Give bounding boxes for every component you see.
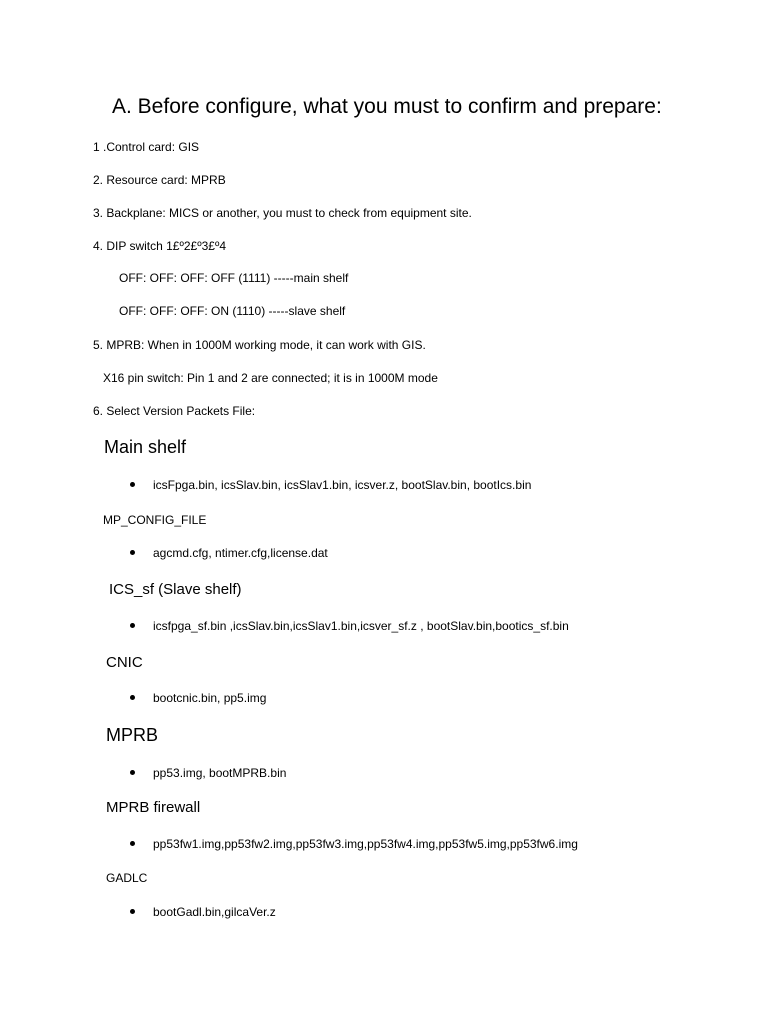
control-card-item: 1 .Control card: GIS — [93, 140, 200, 154]
gadlc-heading: GADLC — [106, 871, 148, 885]
main-shelf-heading: Main shelf — [104, 437, 187, 457]
bullet-icon — [130, 482, 135, 487]
bullet-icon — [130, 841, 135, 846]
dip-switch-item: 4. DIP switch 1£º2£º3£º4 — [93, 239, 227, 253]
mprb-heading: MPRB — [106, 725, 159, 745]
dip-main-shelf-setting: OFF: OFF: OFF: OFF (1111) -----main shelf — [119, 271, 349, 285]
page-title: A. Before configure, what you must to confirm and prepare: — [112, 95, 662, 118]
main-shelf-file-list: icsFpga.bin, icsSlav.bin, icsSlav1.bin, icsver.z, bootSlav.bin, bootIcs.bin — [153, 478, 532, 492]
gadlc-files — [130, 906, 276, 918]
bullet-icon — [130, 770, 135, 775]
cnic-heading: CNIC — [106, 654, 143, 671]
resource-card-item: 2. Resource card: MPRB — [93, 173, 226, 187]
mprb-mode-item: 5. MPRB: When in 1000M working mode, it can work with GIS. — [93, 338, 426, 352]
main-shelf-files — [130, 479, 531, 491]
cnic-files — [130, 692, 266, 704]
mprb-firewall-file-list: pp53fw1.img,pp53fw2.img,pp53fw3.img,pp53fw4.img,pp53fw5.img,pp53fw6.img — [153, 837, 578, 851]
mprb-firewall-heading: MPRB firewall — [106, 799, 201, 816]
mp-config-file-list: agcmd.cfg, ntimer.cfg,license.dat — [153, 546, 328, 560]
dip-slave-shelf-setting: OFF: OFF: OFF: ON (1110) -----slave shelf — [119, 304, 346, 318]
ics-sf-file-list: icsfpga_sf.bin ,icsSlav.bin,icsSlav1.bin,icsver_sf.z , bootSlav.bin,bootics_sf.bin — [153, 619, 569, 633]
backplane-item: 3. Backplane: MICS or another, you must to check from equipment site. — [93, 206, 472, 220]
bullet-icon — [130, 695, 135, 700]
bullet-icon — [130, 550, 135, 555]
mp-config-files — [130, 547, 328, 559]
ics-sf-files — [130, 620, 569, 632]
cnic-file-list: bootcnic.bin, pp5.img — [153, 691, 267, 705]
mprb-firewall-files — [130, 838, 578, 850]
mprb-files — [130, 767, 286, 779]
ics-sf-heading: ICS_sf (Slave shelf) — [109, 581, 242, 598]
pin-switch-item: X16 pin switch: Pin 1 and 2 are connected; it is in 1000M mode — [103, 371, 438, 385]
mp-config-heading: MP_CONFIG_FILE — [103, 513, 207, 527]
mprb-file-list: pp53.img, bootMPRB.bin — [153, 766, 287, 780]
select-version-item: 6. Select Version Packets File: — [93, 404, 256, 418]
bullet-icon — [130, 623, 135, 628]
gadlc-file-list: bootGadl.bin,gilcaVer.z — [153, 905, 276, 919]
bullet-icon — [130, 909, 135, 914]
